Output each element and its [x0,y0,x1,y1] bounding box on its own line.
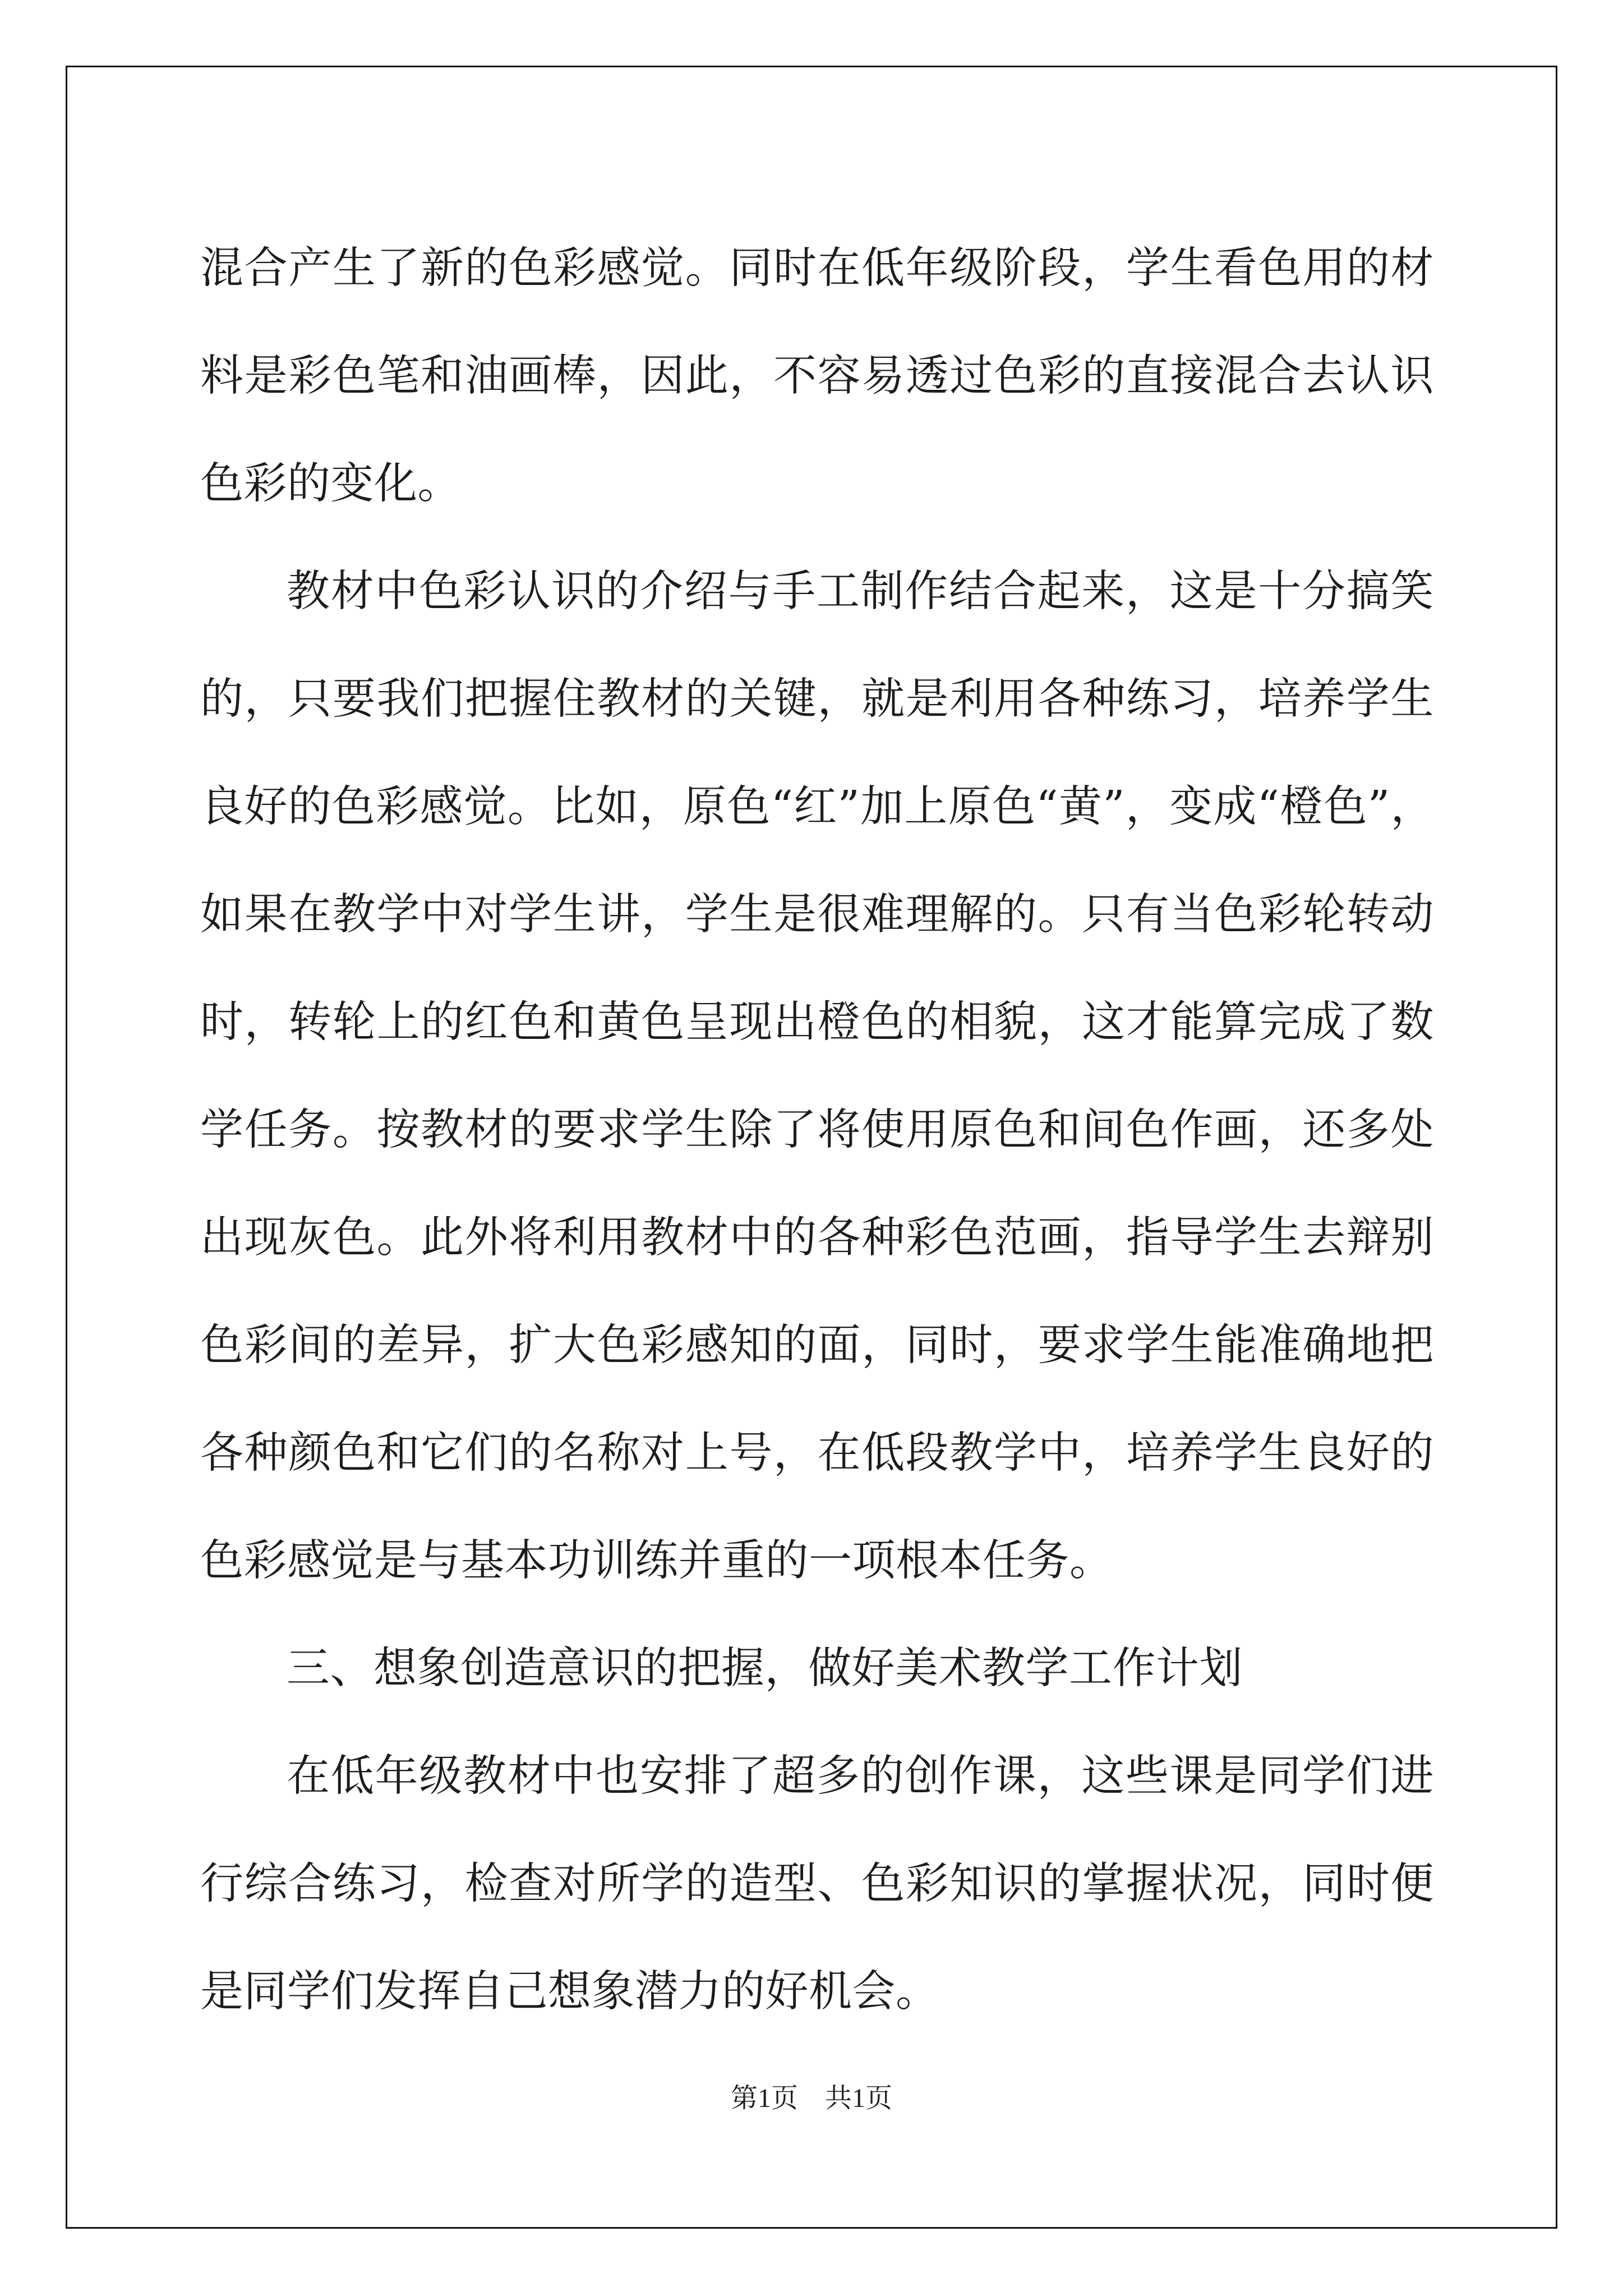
section-heading: 三、想象创造意识的把握，做好美术教学工作计划 [287,1644,1243,1694]
paragraph-2: 教材中色彩认识的介绍与手工制作结合起来，这是十分搞笑的，只要我们把握住教材的关键，就是利用各种练习，培养学生良好的色彩感觉。比如，原色“红”加上原色“黄”，变成“橙色”，如果在教学中对学生讲，学生是很难理解的。只有当色彩轮转动时，转轮上的红色和黄色呈现出橙色的相貌，这才能算完成了数学任务。按教材的要求学生除了将使用原色和间色作画，还多处出现灰色。此外将利用教材中的各种彩色范画，指导学生去辩别色彩间的差异，扩大色彩感知的面，同时，要求学生能准确地把各种颜色和它们的名称对上号，在低段教学中，培养学生良好的色彩感觉是与基本功训练并重的一项根本任务。 [200,567,1434,1586]
paragraph-1: 混合产生了新的色彩感觉。同时在低年级阶段，学生看色用的材料是彩色笔和油画棒，因此，不容易透过色彩的直接混合去认识色彩的变化。 [200,243,1434,509]
page-footer: 第1页 共1页 [730,2083,892,2113]
document-body [200,215,1434,2046]
paragraph-3: 在低年级教材中也安排了超多的创作课，这些课是同学们进行综合练习，检查对所学的造型、色彩知识的掌握状况，同时便是同学们发挥自己想象潜力的好机会。 [200,1751,1434,2017]
